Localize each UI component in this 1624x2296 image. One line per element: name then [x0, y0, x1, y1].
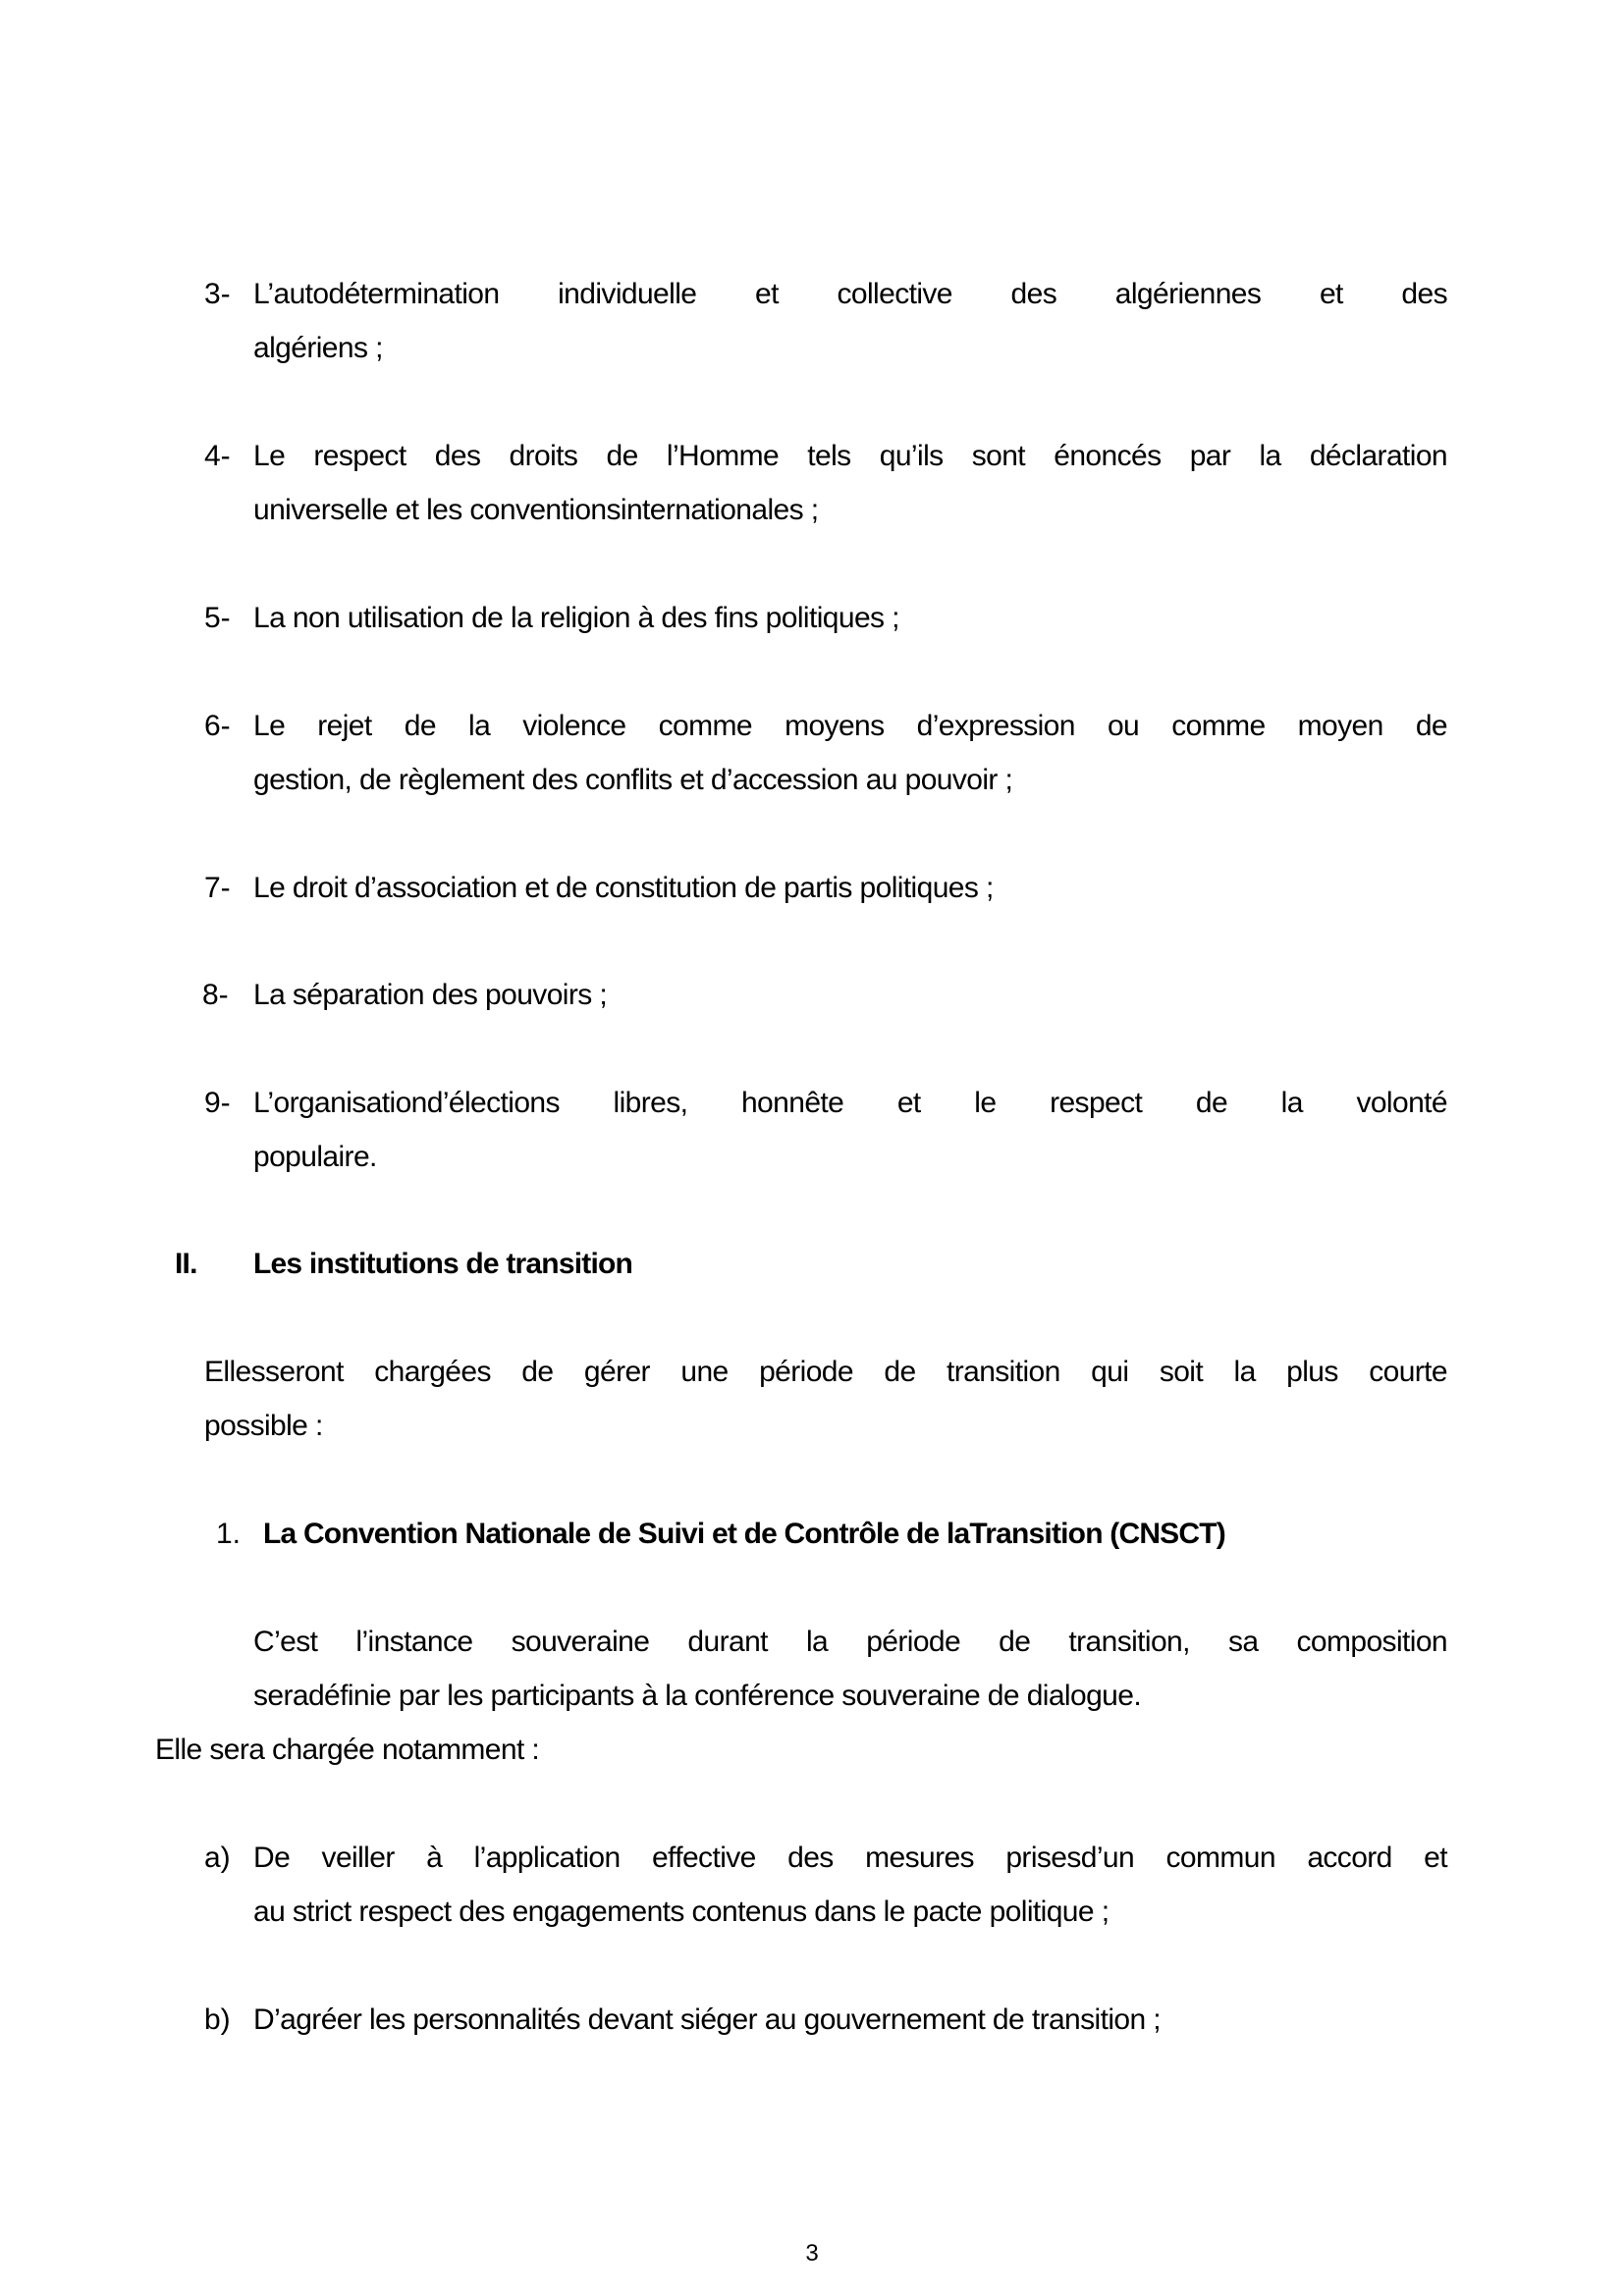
list-item-text: universelle et les conventionsinternationales ; — [253, 494, 819, 526]
subsection-lead: Elle sera chargée notamment : — [155, 1734, 540, 1766]
list-number: 6- — [204, 710, 231, 742]
task-text: De veiller à l’application effective des mesures prisesd’un commun accord et — [253, 1842, 1447, 1874]
list-item-text: La non utilisation de la religion à des fins politiques ; — [253, 602, 899, 634]
subsection-heading: La Convention Nationale de Suivi et de Contrôle de laTransition (CNSCT) — [263, 1518, 1225, 1550]
list-item-text: Le rejet de la violence comme moyens d’expression ou comme moyen de — [253, 710, 1447, 742]
section-intro: Ellesseront chargées de gérer une période de transition qui soit la plus courte — [204, 1356, 1447, 1388]
subsection-paragraph: seradéfinie par les participants à la conférence souveraine de dialogue. — [253, 1680, 1142, 1712]
task-text: D’agréer les personnalités devant siéger au gouvernement de transition ; — [253, 2003, 1162, 2036]
list-item-text: Le droit d’association et de constitution de partis politiques ; — [253, 872, 994, 904]
list-number: 7- — [204, 872, 231, 904]
list-item-text: L’organisationd’élections libres, honnête et le respect de la volonté — [253, 1087, 1447, 1119]
list-item-text: Le respect des droits de l’Homme tels qu’ils sont énoncés par la déclaration — [253, 440, 1447, 472]
list-item-text: algériens ; — [253, 332, 383, 364]
task-label: a) — [204, 1842, 231, 1874]
section-number: II. — [175, 1248, 197, 1280]
list-number: 9- — [204, 1087, 231, 1119]
list-number: 5- — [204, 602, 231, 634]
list-item-text: L’autodétermination individuelle et collective des algériennes et des — [253, 278, 1447, 310]
list-number: 8- — [202, 979, 229, 1011]
section-intro: possible : — [204, 1410, 323, 1442]
list-item-text: La séparation des pouvoirs ; — [253, 979, 608, 1011]
section-heading: Les institutions de transition — [253, 1248, 633, 1280]
list-number: 4- — [204, 440, 231, 472]
task-label: b) — [204, 2003, 231, 2036]
list-item-text: gestion, de règlement des conflits et d’accession au pouvoir ; — [253, 764, 1013, 796]
subsection-number: 1. — [216, 1518, 242, 1550]
subsection-paragraph: C’est l’instance souveraine durant la période de transition, sa composition — [253, 1626, 1447, 1658]
page-number: 3 — [805, 2240, 819, 2267]
task-text: au strict respect des engagements contenus dans le pacte politique ; — [253, 1896, 1110, 1928]
list-number: 3- — [204, 278, 231, 310]
list-item-text: populaire. — [253, 1141, 377, 1173]
